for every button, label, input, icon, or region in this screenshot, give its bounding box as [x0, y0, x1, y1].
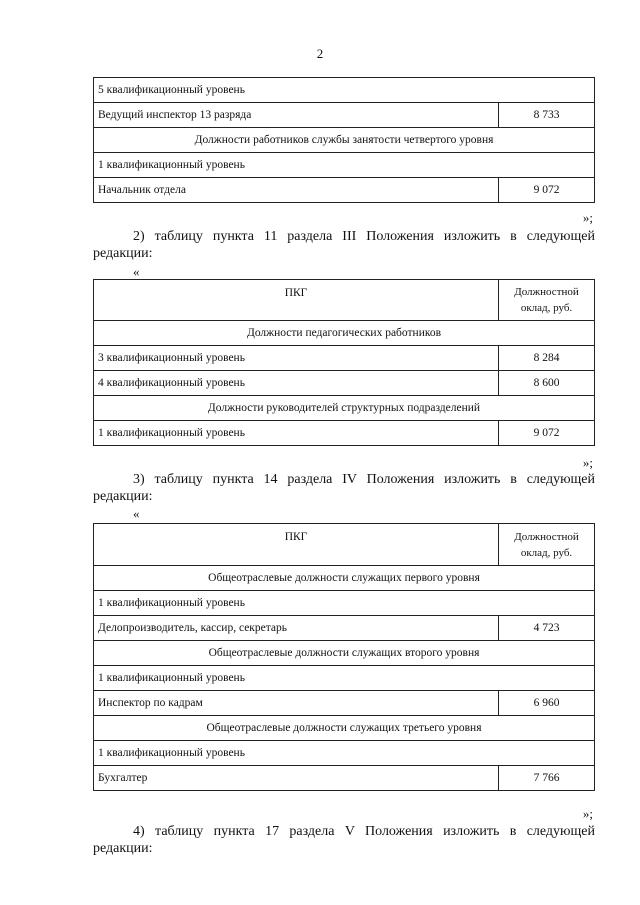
table-row: [94, 766, 595, 791]
table-row: [94, 321, 595, 346]
salary-cell: 8 284: [499, 346, 595, 371]
paragraph-number: 4): [133, 824, 145, 839]
table-row: [94, 371, 595, 396]
group-heading-cell: Должности педагогических работников: [94, 321, 595, 346]
table-row: [94, 691, 595, 716]
qualification-level-cell: 1 квалификационный уровень: [94, 591, 595, 616]
group-heading-cell: Должности руководителей структурных подразделений: [94, 396, 595, 421]
position-cell: 4 квалификационный уровень: [94, 371, 499, 396]
position-cell: Начальник отдела: [94, 178, 499, 203]
qualification-level-cell: 1 квалификационный уровень: [94, 741, 595, 766]
opening-quote: «: [133, 506, 140, 521]
salary-cell: 9 072: [499, 178, 595, 203]
table-row: [94, 641, 595, 666]
paragraph-text: таблицу пункта 11 раздела III Положения изложить в следующей редакции:: [93, 229, 595, 261]
table-row: [94, 178, 595, 203]
table-row: [94, 103, 595, 128]
qualification-level-cell: 5 квалификационный уровень: [94, 78, 595, 103]
paragraph-number: 2): [133, 229, 145, 244]
table-row: [94, 716, 595, 741]
paragraph-2: [93, 228, 595, 262]
position-cell: 1 квалификационный уровень: [94, 421, 499, 446]
salary-cell: 4 723: [499, 616, 595, 641]
position-cell: Инспектор по кадрам: [94, 691, 499, 716]
paragraph-number: 3): [133, 472, 145, 487]
position-cell: Делопроизводитель, кассир, секретарь: [94, 616, 499, 641]
table-row: [94, 421, 595, 446]
paragraph-3: [93, 471, 595, 505]
position-cell: Ведущий инспектор 13 разряда: [94, 103, 499, 128]
salary-cell: 9 072: [499, 421, 595, 446]
salary-cell: 8 600: [499, 371, 595, 396]
salary-cell: 6 960: [499, 691, 595, 716]
table-header-row: [94, 280, 595, 321]
page-number: 2: [316, 46, 324, 61]
salary-table-2: [93, 279, 595, 446]
salary-table-1: [93, 77, 595, 203]
closing-quote: »;: [582, 806, 593, 821]
qualification-level-cell: 1 квалификационный уровень: [94, 666, 595, 691]
table-row: [94, 591, 595, 616]
position-cell: Бухгалтер: [94, 766, 499, 791]
group-heading-cell: Должности работников службы занятости четвертого уровня: [94, 128, 595, 153]
table-row: [94, 78, 595, 103]
opening-quote: «: [133, 264, 140, 279]
closing-quote: »;: [582, 455, 593, 470]
table-row: [94, 153, 595, 178]
table-row: [94, 666, 595, 691]
salary-table-3: [93, 523, 595, 791]
header-pkg-cell: ПКГ: [94, 524, 499, 566]
salary-cell: 7 766: [499, 766, 595, 791]
table-header-row: [94, 524, 595, 566]
salary-cell: 8 733: [499, 103, 595, 128]
header-pkg-cell: ПКГ: [94, 280, 499, 321]
table-row: [94, 396, 595, 421]
group-heading-cell: Общеотраслевые должности служащих первого уровня: [94, 566, 595, 591]
table-row: [94, 566, 595, 591]
header-salary-cell: Должностной оклад, руб.: [499, 280, 595, 321]
qualification-level-cell: 1 квалификационный уровень: [94, 153, 595, 178]
table-row: [94, 616, 595, 641]
paragraph-4: [93, 823, 595, 857]
table-row: [94, 741, 595, 766]
group-heading-cell: Общеотраслевые должности служащих второго уровня: [94, 641, 595, 666]
table-row: [94, 128, 595, 153]
paragraph-text: таблицу пункта 17 раздела V Положения изложить в следующей редакции:: [93, 824, 596, 856]
closing-quote: »;: [582, 210, 593, 225]
paragraph-text: таблицу пункта 14 раздела IV Положения изложить в следующей редакции:: [93, 472, 596, 504]
group-heading-cell: Общеотраслевые должности служащих третьего уровня: [94, 716, 595, 741]
header-salary-cell: Должностной оклад, руб.: [499, 524, 595, 566]
position-cell: 3 квалификационный уровень: [94, 346, 499, 371]
table-row: [94, 346, 595, 371]
